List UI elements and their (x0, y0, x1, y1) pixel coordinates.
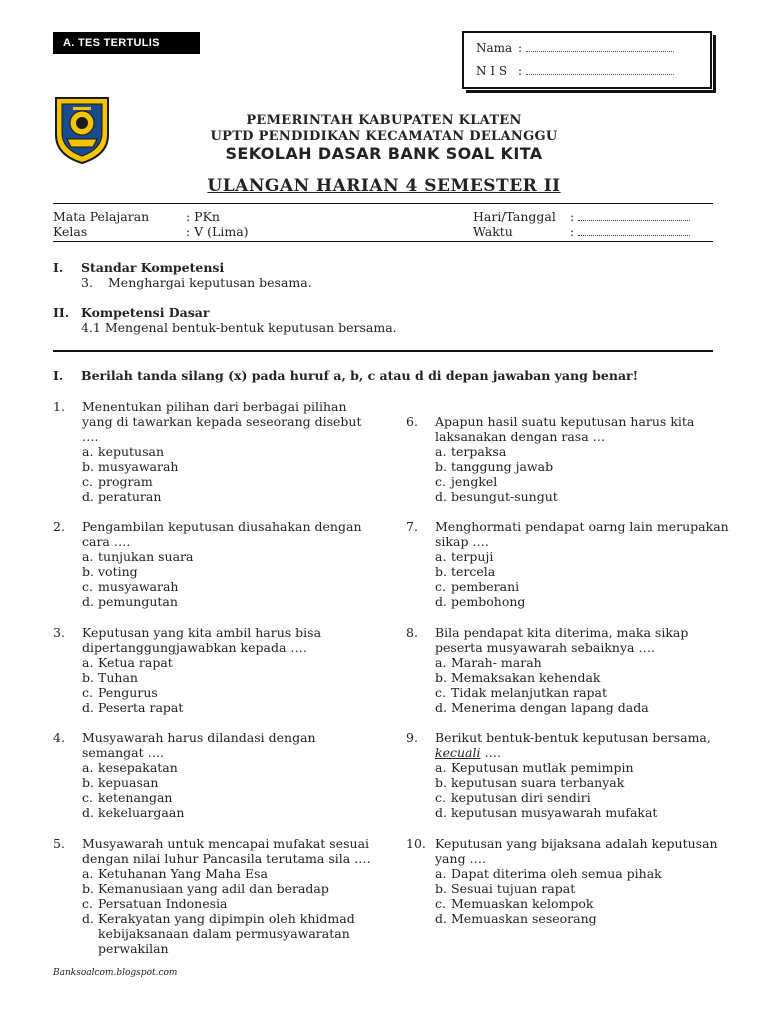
section-2-num-text: II. (53, 305, 70, 320)
option-letter: d. (82, 911, 94, 926)
option-letter: a. (82, 549, 94, 564)
option-letter: a. (435, 444, 447, 459)
option-letter: b. (82, 670, 94, 685)
option-letter: c. (82, 579, 93, 594)
option-text: keputusan suara terbanyak (451, 775, 625, 790)
question-text: Pengambilan keputusan diusahakan dengan (82, 519, 362, 534)
question-number: 6. (406, 414, 418, 429)
answer-option[interactable] (82, 594, 178, 609)
option-letter: c. (435, 790, 446, 805)
answer-option[interactable] (435, 790, 591, 805)
option-letter: a. (435, 549, 447, 564)
answer-option[interactable] (82, 866, 268, 881)
section-1-num-text: I. (53, 260, 64, 275)
answer-option[interactable] (82, 805, 184, 820)
option-letter: c. (435, 579, 446, 594)
answer-option[interactable] (82, 790, 172, 805)
answer-option[interactable] (435, 881, 575, 896)
option-letter: b. (435, 775, 447, 790)
option-letter: c. (82, 790, 93, 805)
answer-option[interactable] (82, 775, 158, 790)
divider-info (53, 241, 713, 242)
option-text: tunjukan suara (98, 549, 194, 564)
option-letter: b. (435, 459, 447, 474)
answer-option[interactable] (435, 655, 542, 670)
option-text: keputusan diri sendiri (451, 790, 591, 805)
header-line-2: UPTD PENDIDIKAN KECAMATAN DELANGGU (210, 129, 558, 144)
option-text: jengkel (451, 474, 498, 489)
header-line-1: PEMERINTAH KABUPATEN KLATEN (246, 113, 522, 128)
option-letter: b. (82, 459, 94, 474)
answer-option[interactable] (82, 700, 183, 715)
day-colon: : (570, 209, 575, 224)
question-text-tail: …. (480, 745, 501, 760)
option-text: Dapat diterima oleh semua pihak (451, 866, 662, 881)
instruction-text-body: Berilah tanda silang (x) pada huruf a, b, c atau d di depan jawaban yang benar! (81, 368, 639, 383)
section-2-item: 4.1 Mengenal bentuk-bentuk keputusan bersama. (81, 320, 397, 335)
school-name: SEKOLAH DASAR BANK SOAL KITA (225, 144, 543, 163)
answer-option[interactable] (82, 564, 138, 579)
answer-option[interactable] (435, 594, 525, 609)
answer-option[interactable] (435, 685, 607, 700)
question-text: semangat …. (82, 745, 165, 760)
time-field[interactable] (570, 224, 690, 239)
answer-option[interactable] (435, 579, 519, 594)
section-1-title-text: Standar Kompetensi (81, 260, 225, 275)
subject-value: : PKn (186, 209, 220, 224)
answer-option[interactable] (435, 911, 597, 926)
option-text: pembohong (451, 594, 526, 609)
answer-option[interactable] (82, 655, 173, 670)
question-text: yang di tawarkan kepada seseorang disebut (82, 414, 362, 429)
answer-option[interactable] (435, 474, 497, 489)
option-text: Sesuai tujuan rapat (451, 881, 576, 896)
divider-top (53, 203, 713, 204)
option-text: program (98, 474, 153, 489)
question-number: 3. (53, 625, 65, 640)
answer-option[interactable] (82, 444, 164, 459)
option-letter: d. (435, 805, 447, 820)
option-letter: a. (82, 760, 94, 775)
option-letter: c. (435, 474, 446, 489)
option-text: ketenangan (98, 790, 173, 805)
option-text: Kerakyatan yang dipimpin oleh khidmad (98, 911, 355, 926)
option-letter: b. (435, 670, 447, 685)
option-text: tercela (451, 564, 496, 579)
instruction-num (53, 368, 63, 383)
question-text: Keputusan yang bijaksana adalah keputusan (435, 836, 718, 851)
option-letter: d. (82, 700, 94, 715)
name-colon: : (518, 41, 523, 55)
answer-option[interactable] (82, 911, 355, 926)
answer-option[interactable] (435, 805, 657, 820)
option-letter: b. (435, 881, 447, 896)
question-number: 10. (406, 836, 426, 851)
option-text: Ketuhanan Yang Maha Esa (98, 866, 268, 881)
answer-option[interactable] (435, 775, 624, 790)
question-number: 7. (406, 519, 418, 534)
option-text: Memaksakan kehendak (451, 670, 601, 685)
option-text: tanggung jawab (451, 459, 554, 474)
class-label: Kelas (53, 224, 88, 239)
answer-option[interactable] (435, 670, 601, 685)
emphasis-word: kecuali (435, 745, 481, 760)
section-1-item: Menghargai keputusan besama. (108, 275, 312, 290)
option-text: Keputusan mutlak pemimpin (451, 760, 634, 775)
section-tag: A. TES TERTULIS (53, 32, 200, 54)
option-text: Memuaskan seseorang (451, 911, 597, 926)
day-field[interactable] (570, 209, 690, 224)
question-text: Musyawarah untuk mencapai mufakat sesuai (82, 836, 370, 851)
option-text: kekeluargaan (98, 805, 185, 820)
answer-option[interactable] (82, 670, 138, 685)
option-text: kesepakatan (98, 760, 178, 775)
time-colon: : (570, 224, 575, 239)
instruction-text (81, 368, 638, 383)
answer-option[interactable] (82, 926, 350, 941)
question-text: dipertanggungjawabkan kepada …. (82, 640, 307, 655)
page-title (0, 176, 768, 196)
nis-label: N I S (476, 64, 508, 78)
day-label: Hari/Tanggal (473, 209, 556, 224)
answer-option[interactable] (82, 685, 158, 700)
instruction-num-text: I. (53, 368, 64, 383)
question-text: Musyawarah harus dilandasi dengan (82, 730, 316, 745)
option-text: Ketua rapat (98, 655, 173, 670)
answer-option[interactable] (435, 549, 493, 564)
question-number: 2. (53, 519, 65, 534)
subject-label: Mata Pelajaran (53, 209, 150, 224)
question-text-italic-line (435, 745, 501, 760)
option-letter: a. (435, 760, 447, 775)
question-text: dengan nilai luhur Pancasila terutama sila …. (82, 851, 371, 866)
question-text: Menentukan pilihan dari berbagai pilihan (82, 399, 347, 414)
question-text: Bila pendapat kita diterima, maka sikap (435, 625, 689, 640)
page-title-text: ULANGAN HARIAN 4 SEMESTER II (207, 176, 561, 196)
name-row (476, 41, 674, 55)
section-1-num (53, 260, 63, 275)
option-letter: d. (82, 594, 94, 609)
answer-option[interactable] (82, 459, 178, 474)
option-letter: c. (82, 896, 93, 911)
option-letter: b. (82, 775, 94, 790)
option-text: voting (98, 564, 138, 579)
question-text: Keputusan yang kita ambil harus bisa (82, 625, 322, 640)
option-letter: a. (435, 866, 447, 881)
question-text: Apapun hasil suatu keputusan harus kita (435, 414, 695, 429)
name-field[interactable] (526, 42, 674, 52)
section-2-title (81, 305, 209, 320)
option-letter: b. (82, 564, 94, 579)
answer-option[interactable] (82, 941, 169, 956)
option-text: perwakilan (98, 941, 169, 956)
option-text: pemungutan (98, 594, 178, 609)
option-text: Menerima dengan lapang dada (451, 700, 649, 715)
answer-option[interactable] (82, 579, 178, 594)
question-number: 9. (406, 730, 418, 745)
section-2-num (53, 305, 69, 320)
answer-option[interactable] (435, 564, 495, 579)
answer-option[interactable] (435, 896, 593, 911)
option-text: terpuji (451, 549, 494, 564)
option-text: Marah- marah (451, 655, 542, 670)
answer-option[interactable] (435, 700, 649, 715)
answer-option[interactable] (82, 489, 161, 504)
question-text: sikap …. (435, 534, 489, 549)
answer-option[interactable] (82, 881, 329, 896)
section-2-title-text: Kompetensi Dasar (81, 305, 210, 320)
time-dotline (578, 226, 690, 236)
option-text: Tuhan (98, 670, 138, 685)
option-text: kepuasan (98, 775, 159, 790)
day-dotline (578, 211, 690, 221)
option-text: Persatuan Indonesia (98, 896, 228, 911)
answer-option[interactable] (82, 474, 153, 489)
option-text: Pengurus (98, 685, 158, 700)
option-text: Tidak melanjutkan rapat (451, 685, 607, 700)
question-text: Berikut bentuk-bentuk keputusan bersama, (435, 730, 711, 745)
option-text: keputusan musyawarah mufakat (451, 805, 658, 820)
question-text: cara …. (82, 534, 131, 549)
option-text: kebijaksanaan dalam permusyawaratan (98, 926, 350, 941)
answer-option[interactable] (435, 866, 662, 881)
option-text: keputusan (98, 444, 165, 459)
option-letter: c. (435, 896, 446, 911)
option-letter: a. (82, 655, 94, 670)
option-letter: d. (435, 489, 447, 504)
question-number: 4. (53, 730, 65, 745)
option-text: peraturan (98, 489, 162, 504)
footer-url: Banksoalcom.blogspot.com (53, 968, 178, 978)
question-text: …. (82, 429, 99, 444)
answer-option[interactable] (82, 896, 227, 911)
question-text: yang …. (435, 851, 487, 866)
class-value: : V (Lima) (186, 224, 249, 239)
answer-option[interactable] (435, 760, 634, 775)
option-letter: b. (82, 881, 94, 896)
option-text: Memuaskan kelompok (451, 896, 594, 911)
option-letter: c. (82, 474, 93, 489)
option-letter: d. (435, 911, 447, 926)
divider-sections (53, 350, 713, 352)
option-letter: d. (82, 489, 94, 504)
option-text: besungut-sungut (451, 489, 558, 504)
option-text: Peserta rapat (98, 700, 184, 715)
option-letter: c. (435, 685, 446, 700)
answer-option[interactable] (435, 444, 506, 459)
time-label: Waktu (473, 224, 513, 239)
question-number: 5. (53, 836, 65, 851)
id-box (462, 31, 712, 89)
nis-row (476, 64, 674, 78)
option-text: musyawarah (98, 579, 179, 594)
option-letter: d. (435, 594, 447, 609)
question-text: laksanakan dengan rasa … (435, 429, 606, 444)
option-letter: d. (435, 700, 447, 715)
answer-option[interactable] (435, 459, 553, 474)
nis-colon: : (518, 64, 523, 78)
question-text: peserta musyawarah sebaiknya …. (435, 640, 655, 655)
option-text: musyawarah (98, 459, 179, 474)
question-number: 1. (53, 399, 65, 414)
option-letter: a. (435, 655, 447, 670)
option-text: Kemanusiaan yang adil dan beradap (98, 881, 329, 896)
name-label: Nama (476, 41, 513, 55)
option-letter: a. (82, 866, 94, 881)
answer-option[interactable] (435, 489, 558, 504)
option-letter: d. (82, 805, 94, 820)
question-text: Menghormati pendapat oarng lain merupakan (435, 519, 729, 534)
question-number: 8. (406, 625, 418, 640)
option-letter: b. (435, 564, 447, 579)
section-1-item-num: 3. (81, 275, 93, 290)
section-1-title (81, 260, 224, 275)
option-letter: c. (82, 685, 93, 700)
answer-option[interactable] (82, 760, 178, 775)
answer-option[interactable] (82, 549, 193, 564)
nis-field[interactable] (526, 65, 674, 75)
option-letter: a. (82, 444, 94, 459)
option-text: terpaksa (451, 444, 507, 459)
option-text: pemberani (451, 579, 520, 594)
